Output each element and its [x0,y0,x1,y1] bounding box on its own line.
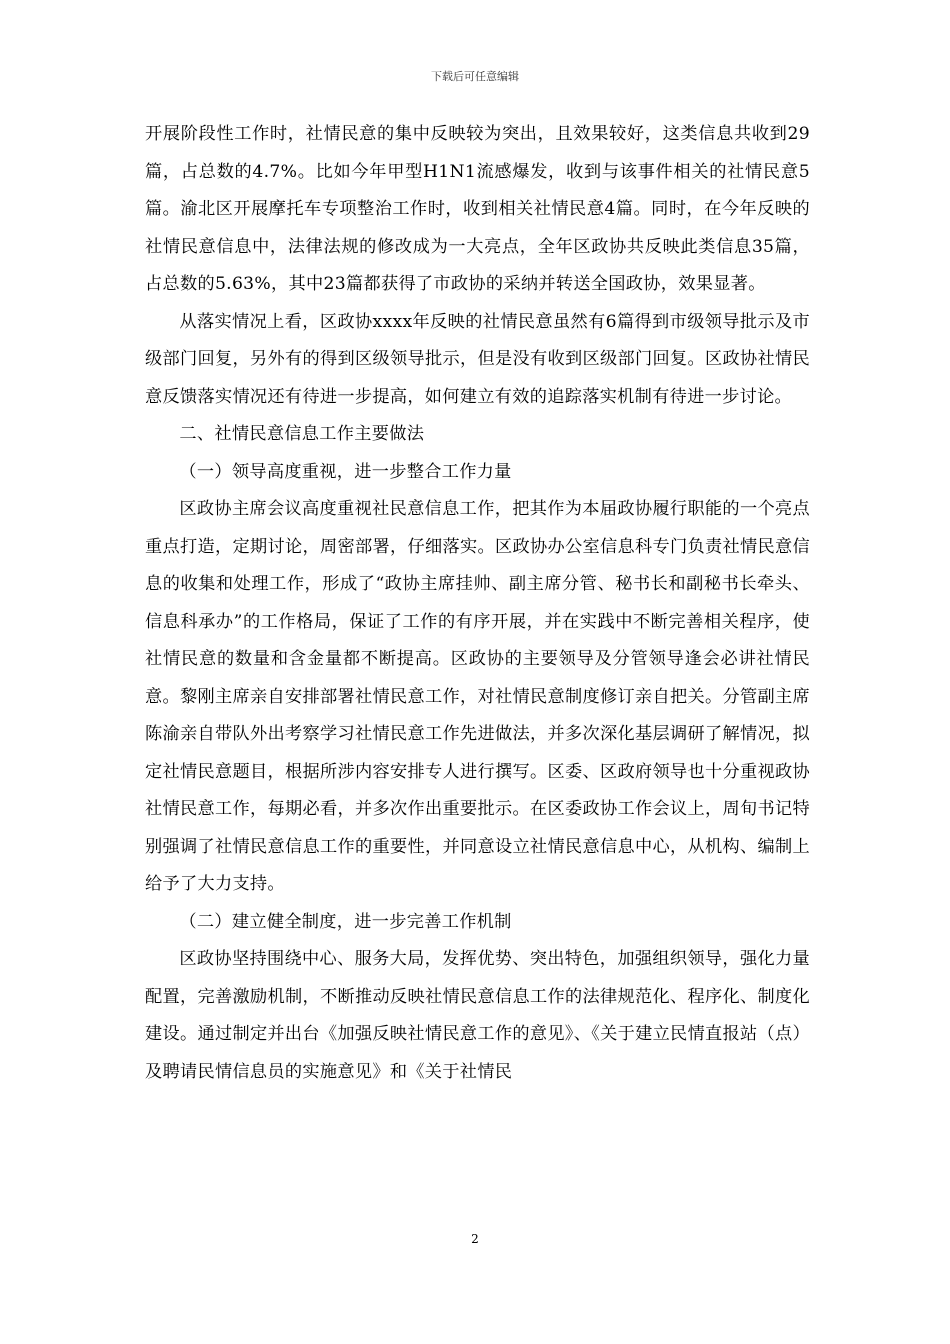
subsection-heading-1: （一）领导高度重视，进一步整合工作力量 [179,461,512,482]
paragraph-leadership: 区政协主席会议高度重视社民意信息工作，把其作为本届政协履行职能的一个亮点重点打造，定期讨论，周密部署，仔细落实。区政协办公室信息科专门负责社情民意信息的收集和处理工作，形成了“政协主席挂帅、副主席分管、秘书长和副秘书长牵头、信息科承办”的工作格局，保证了工作的有序开展，并在实践中不断完善相关程序，使社情民意的数量和含金量都不断提高。区政协的主要领导及分管领导逢会必讲社情民意。黎刚主席亲自安排部署社情民意工作，对社情民意制度修订亲自把关。分管副主席陈渝亲自带队外出考察学习社情民意工作先进做法，并多次深化基层调研了解情况，拟定社情民意题目，根据所涉内容安排专人进行撰写。区委、区政府领导也十分重视政协社情民意工作，每期必看，并多次作出重要批示。在区委政协工作会议上，周旬书记特别强调了社情民意信息工作的重要性，并同意设立社情民意信息中心，从机构、编制上给予了大力支持。 [145,499,810,894]
subsection-heading-2: （二）建立健全制度，进一步完善工作机制 [179,911,512,932]
paragraph-continued: 开展阶段性工作时，社情民意的集中反映较为突出，且效果较好，这类信息共收到29篇，占总数的4.7%。比如今年甲型H1N1流感爆发，收到与该事件相关的社情民意5篇。渝北区开展摩托车专项整治工作时，收到相关社情民意4篇。同时，在今年反映的社情民意信息中，法律法规的修改成为一大亮点，全年区政协共反映此类信息35篇，占总数的5.63%，其中23篇都获得了市政协的采纳并转送全国政协，效果显著。 [145,124,810,294]
paragraph-implementation: 从落实情况上看，区政协xxxx年反映的社情民意虽然有6篇得到市级领导批示及市级部门回复，另外有的得到区级领导批示，但是没有收到区级部门回复。区政协社情民意反馈落实情况还有待进一步提高，如何建立有效的追踪落实机制有待进一步讨论。 [145,311,810,407]
section-heading: 二、社情民意信息工作主要做法 [179,424,425,444]
page-header: 下载后可任意编辑 [431,70,519,83]
document-body [145,116,810,1091]
page-number: 2 [471,1232,479,1246]
paragraph-system: 区政协坚持围绕中心、服务大局，发挥优势、突出特色，加强组织领导，强化力量配置，完善激励机制，不断推动反映社情民意信息工作的法律规范化、程序化、制度化建设。通过制定并出台《加强反映社情民意工作的意见》、《关于建立民情直报站（点）及聘请民情信息员的实施意见》和《关于社情民 [145,949,810,1082]
